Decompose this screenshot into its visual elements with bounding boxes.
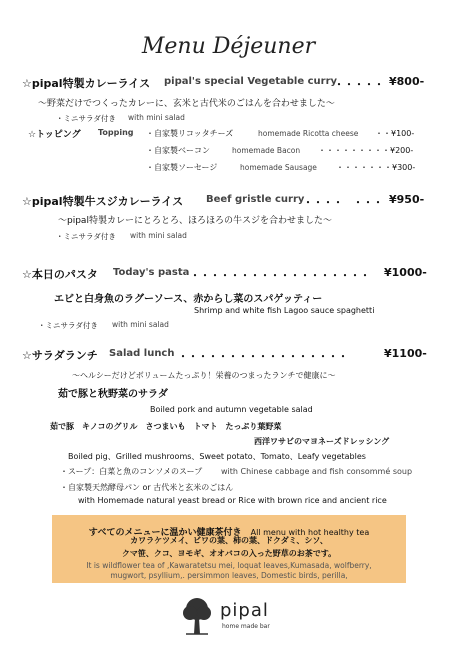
topping-2-jp: ・自家製ベーコン	[146, 146, 210, 155]
item4-name-en: Salad lunch	[109, 348, 175, 359]
brand-sub: home made bar	[222, 623, 270, 630]
topping-1-en: homemade Ricotta cheese	[258, 129, 359, 138]
tea-line1-en: All menu with hot healthy tea	[250, 528, 370, 537]
item1-desc: ～野菜だけでつくったカレーに、玄米と古代米のごはんを合わせました～	[38, 99, 335, 109]
tea-box	[52, 515, 406, 583]
item3-leader: ・・・・・・・・・・・・・・・・・・	[190, 271, 370, 282]
tea-line2: カワラケツメイ、ビワの葉、柿の葉、ドクダミ、シソ、	[130, 536, 328, 545]
topping-1-price: ・・¥100-	[375, 129, 415, 138]
topping-3-en: homemade Sausage	[240, 163, 317, 172]
topping-1-jp: ・自家製リコッタチーズ	[146, 129, 234, 138]
item1-name: ☆pipal特製カレーライス	[22, 77, 151, 90]
item4-ingredients-jp: 茹で豚 キノコのグリル さつまいも トマト たっぷり葉野菜	[50, 422, 282, 431]
item2-name-en: Beef gristle curry	[206, 194, 305, 205]
brand-name: pipal	[220, 600, 269, 621]
item3-name-en: Today's pasta	[113, 267, 190, 278]
item4-dressing-jp: 西洋ワサビのマヨネーズドレッシング	[254, 437, 390, 446]
item4-bread-jp: ・自家製天然酵母パン or 古代米と玄米のごはん	[60, 483, 234, 492]
item4-leader: ・・・・・・・・・・・・・・・・・	[178, 352, 348, 363]
toppings-label: ☆トッピング	[28, 130, 81, 140]
item2-price: ¥950-	[389, 193, 425, 206]
item4-bread-en: with Homemade natural yeast bread or Rice with brown rice and ancient rice	[78, 496, 387, 505]
item3-price: ¥1000-	[384, 266, 427, 279]
item4-price: ¥1100-	[384, 347, 427, 360]
item1-salad-jp: ・ミニサラダ付き	[56, 114, 116, 123]
item4-ingredients-en: Boiled pig、Grilled mushrooms、Sweet potato、Tomato、Leafy vegetables	[68, 452, 366, 461]
tea-line5: mugwort, psyllium,. persimmon leaves, Domestic birds, perilla,	[110, 571, 348, 580]
item3-dish-en: Shrimp and white fish Lagoo sauce spaghetti	[194, 306, 375, 315]
item2-salad-jp: ・ミニサラダ付き	[56, 232, 116, 241]
item4-soup-en: with Chinese cabbage and fish consommé soup	[221, 467, 413, 476]
item3-salad-en: with mini salad	[112, 320, 169, 329]
item1-name-en: pipal's special Vegetable curry	[164, 76, 338, 87]
tea-line3: クマ笹、クコ、ヨモギ、オオバコの入った野草のお茶です。	[121, 549, 337, 558]
item1-price: ¥800-	[389, 75, 425, 88]
item3-name: ☆本日のパスタ	[22, 268, 98, 281]
item2-name: ☆pipal特製牛スジカレーライス	[22, 195, 184, 208]
item4-soup-jp: ・スープ：白菜と魚のコンソメのスープ	[60, 467, 203, 476]
page-title: Menu Déjeuner	[141, 34, 316, 59]
topping-2-en: homemade Bacon	[232, 146, 301, 155]
topping-3-jp: ・自家製ソーセージ	[146, 163, 218, 172]
item4-dish-en: Boiled pork and autumn vegetable salad	[150, 405, 313, 414]
topping-2-price: ・・・・・・・・・¥200-	[318, 146, 414, 155]
topping-3-price: ・・・・・・・¥300-	[336, 163, 416, 172]
item3-salad-jp: ・ミニサラダ付き	[38, 321, 98, 330]
item4-dish: 茹で豚と秋野菜のサラダ	[58, 389, 168, 400]
item1-leader: ・・・・・	[334, 80, 384, 91]
tea-line1-jp: すべてのメニューに温かい健康茶付き	[88, 528, 242, 538]
item2-desc: ～pipal特製カレーにとろとろ、ほろほろの牛スジを合わせました～	[58, 216, 332, 226]
item3-dish: エビと白身魚のラグーソース、赤からし菜のスパゲッティー	[54, 294, 323, 305]
item2-salad-en: with mini salad	[130, 231, 187, 240]
tea-line4: It is wildflower tea of ,Kawaratetsu mei, loquat leaves,Kumasada, wolfberry,	[86, 561, 372, 570]
tree-logo-icon	[182, 596, 212, 636]
toppings-label-en: Topping	[98, 128, 134, 137]
item4-name: ☆サラダランチ	[22, 349, 98, 362]
item1-salad-en: with mini salad	[128, 113, 185, 122]
item2-leader: ・・・・ ・・・	[303, 198, 383, 209]
item4-desc: ～ヘルシーだけどボリュームたっぷり！栄養のつまったランチで健康に～	[72, 371, 336, 380]
